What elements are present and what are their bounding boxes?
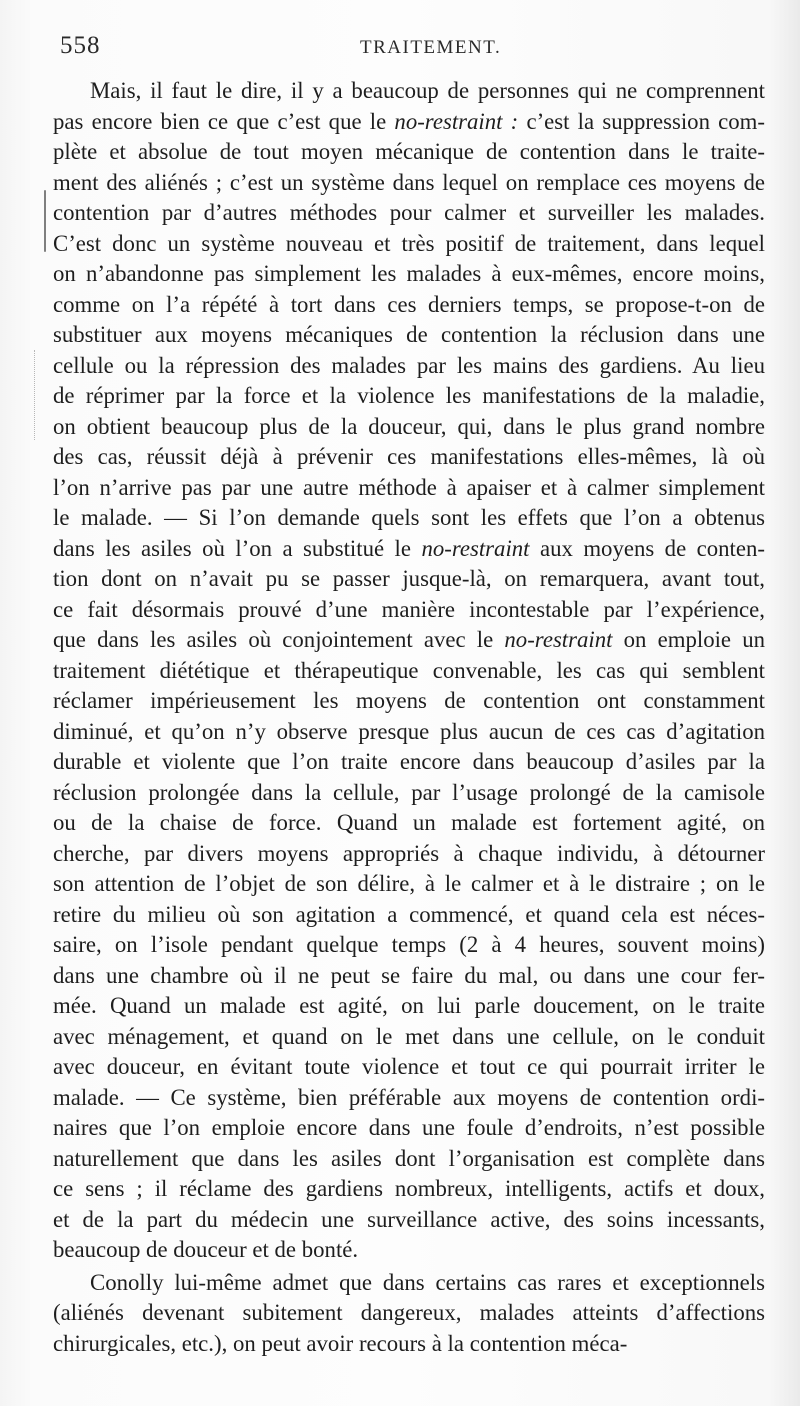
text-run: on n’abandonne pas simplement les malades à eux-mêmes, encore moins,	[53, 261, 765, 286]
running-head: TRAITEMENT.	[360, 37, 502, 58]
text-run: substituer aux moyens mécaniques de contention la réclusion dans une	[53, 322, 765, 347]
text-run: comme on l’a répété à tort dans ces derniers temps, se propose-t-on de	[53, 291, 765, 317]
text-run: de réprimer par la force et la violence les manifestations de la maladie,	[53, 383, 765, 408]
text-run: ce sens ; il réclame des gardiens nombreux, intelligents, actifs et doux,	[53, 1176, 765, 1201]
text-run: diminué, et qu’on n’y observe presque plus aucun de ces cas d’agitation	[53, 718, 765, 744]
text-run: malade. — Ce système, bien préférable aux moyens de contention ordi-	[53, 1084, 765, 1110]
text-line	[53, 534, 765, 565]
text-run: avec douceur, en évitant toute violence et tout ce qui pourrait irriter le	[53, 1054, 765, 1079]
text-run: réclusion prolongée dans la cellule, par l’usage prolongé de la camisole	[53, 779, 765, 805]
text-line	[53, 1205, 765, 1236]
text-run: cherche, par divers moyens appropriés à chaque individu, à détourner	[53, 840, 765, 866]
text-line	[53, 229, 765, 260]
text-line	[53, 1268, 765, 1299]
page-header	[60, 32, 760, 62]
paragraph	[53, 76, 765, 1266]
text-line	[53, 473, 765, 504]
text-line	[53, 503, 765, 534]
text-line	[53, 442, 765, 473]
text-run: que dans les asiles où conjointement avec le	[53, 627, 505, 652]
text-line	[53, 747, 765, 778]
text-line	[53, 961, 765, 992]
text-line	[53, 1329, 765, 1360]
text-run: réclamer impérieusement les moyens de contention ont constamment	[53, 688, 765, 713]
text-line	[53, 1235, 765, 1266]
text-line	[53, 290, 765, 321]
text-line	[53, 1298, 765, 1329]
text-line	[53, 76, 765, 107]
text-line	[53, 991, 765, 1022]
text-run: et de la part du médecin une surveillance active, des soins incessants,	[53, 1206, 765, 1232]
text-line	[53, 1022, 765, 1053]
text-line	[53, 808, 765, 839]
text-run: Mais, il faut le dire, il y a beaucoup de personnes qui ne comprennent	[90, 78, 765, 103]
text-line	[53, 1113, 765, 1144]
text-line	[53, 778, 765, 809]
text-run: Conolly lui-même admet que dans certains cas rares et exceptionnels	[90, 1269, 765, 1295]
text-run: aux moyens de conten-	[529, 535, 765, 561]
text-run: dans les asiles où l’on a substitué le	[53, 535, 422, 561]
text-run: des cas, réussit déjà à prévenir ces manifestations elles-mêmes, là où	[53, 444, 765, 469]
text-line	[53, 930, 765, 961]
text-run: durable et violente que l’on traite encore dans beaucoup d’asiles par la	[53, 749, 765, 774]
text-run: retire du milieu où son agitation a commencé, et quand cela est néces-	[53, 901, 765, 927]
text-line	[53, 259, 765, 290]
text-line	[53, 595, 765, 626]
text-run: c’est la suppression com-	[518, 108, 765, 134]
margin-pencil-mark	[44, 190, 46, 252]
text-run: ou de la chaise de force. Quand un malade est fortement agité, on	[53, 810, 765, 835]
text-run: contention par d’autres méthodes pour calmer et surveiller les malades.	[53, 200, 765, 225]
text-run: (aliénés devenant subitement dangereux, malades atteints d’affections	[53, 1300, 765, 1325]
text-line	[53, 564, 765, 595]
text-run: saire, on l’isole pendant quelque temps (2 à 4 heures, souvent moins)	[53, 932, 765, 957]
text-run: C’est donc un système nouveau et très positif de traitement, dans lequel	[53, 230, 765, 256]
text-line	[53, 198, 765, 229]
text-run: traitement diététique et thérapeutique convenable, les cas qui semblent	[53, 657, 765, 683]
text-line	[53, 869, 765, 900]
text-run: ment des aliénés ; c’est un système dans lequel on remplace ces moyens de	[53, 169, 765, 195]
text-run: mée. Quand un malade est agité, on lui parle doucement, on le traite	[53, 993, 765, 1018]
paragraph	[53, 1268, 765, 1360]
text-run: son attention de l’objet de son délire, à le calmer et à le distraire ; on le	[53, 871, 765, 896]
page-number: 558	[60, 32, 101, 59]
text-line	[53, 900, 765, 931]
text-line	[53, 717, 765, 748]
text-line	[53, 107, 765, 138]
text-line	[53, 137, 765, 168]
text-run: plète et absolue de tout moyen mécanique de contention dans le traite-	[53, 139, 765, 164]
text-run: on emploie un	[612, 627, 766, 652]
text-line	[53, 351, 765, 382]
text-run: beaucoup de douceur et de bonté.	[53, 1237, 359, 1262]
text-run: avec ménagement, et quand on le met dans une cellule, on le conduit	[53, 1023, 765, 1049]
text-run: pas encore bien ce que c’est que le	[53, 108, 395, 134]
text-run: cellule ou la répression des malades par les mains des gardiens. Au lieu	[53, 352, 765, 378]
text-line	[53, 381, 765, 412]
text-run: naturellement que dans les asiles dont l’organisation est complète dans	[53, 1145, 765, 1171]
text-line	[53, 625, 765, 656]
italic-term: no-restraint :	[394, 108, 519, 134]
text-run: naires que l’on emploie encore dans une foule d’endroits, n’est possible	[53, 1115, 765, 1140]
text-run: l’on n’arrive pas par une autre méthode à apaiser et à calmer simplement	[53, 474, 765, 500]
text-line	[53, 686, 765, 717]
text-run: chirurgicales, etc.), on peut avoir recours à la contention méca-	[53, 1330, 628, 1356]
italic-term: no-restraint	[504, 627, 613, 652]
italic-term: no-restraint	[421, 535, 530, 561]
text-line	[53, 1144, 765, 1175]
text-line	[53, 168, 765, 199]
text-run: dans une chambre où il ne peut se faire du mal, ou dans une cour fer-	[53, 962, 765, 988]
text-run: tion dont on n’avait pu se passer jusque-là, on remarquera, avant tout,	[53, 566, 765, 591]
margin-dotted-mark	[34, 350, 37, 440]
text-line	[53, 320, 765, 351]
text-line	[53, 839, 765, 870]
text-line	[53, 1174, 765, 1205]
text-line	[53, 656, 765, 687]
body-text	[53, 76, 765, 1361]
text-run: le malade. — Si l’on demande quels sont les effets que l’on a obtenus	[53, 505, 765, 530]
text-line	[53, 1083, 765, 1114]
text-run: on obtient beaucoup plus de la douceur, qui, dans le plus grand nombre	[53, 413, 765, 439]
text-run: ce fait désormais prouvé d’une manière incontestable par l’expérience,	[53, 596, 765, 622]
text-line	[53, 1052, 765, 1083]
text-line	[53, 412, 765, 443]
